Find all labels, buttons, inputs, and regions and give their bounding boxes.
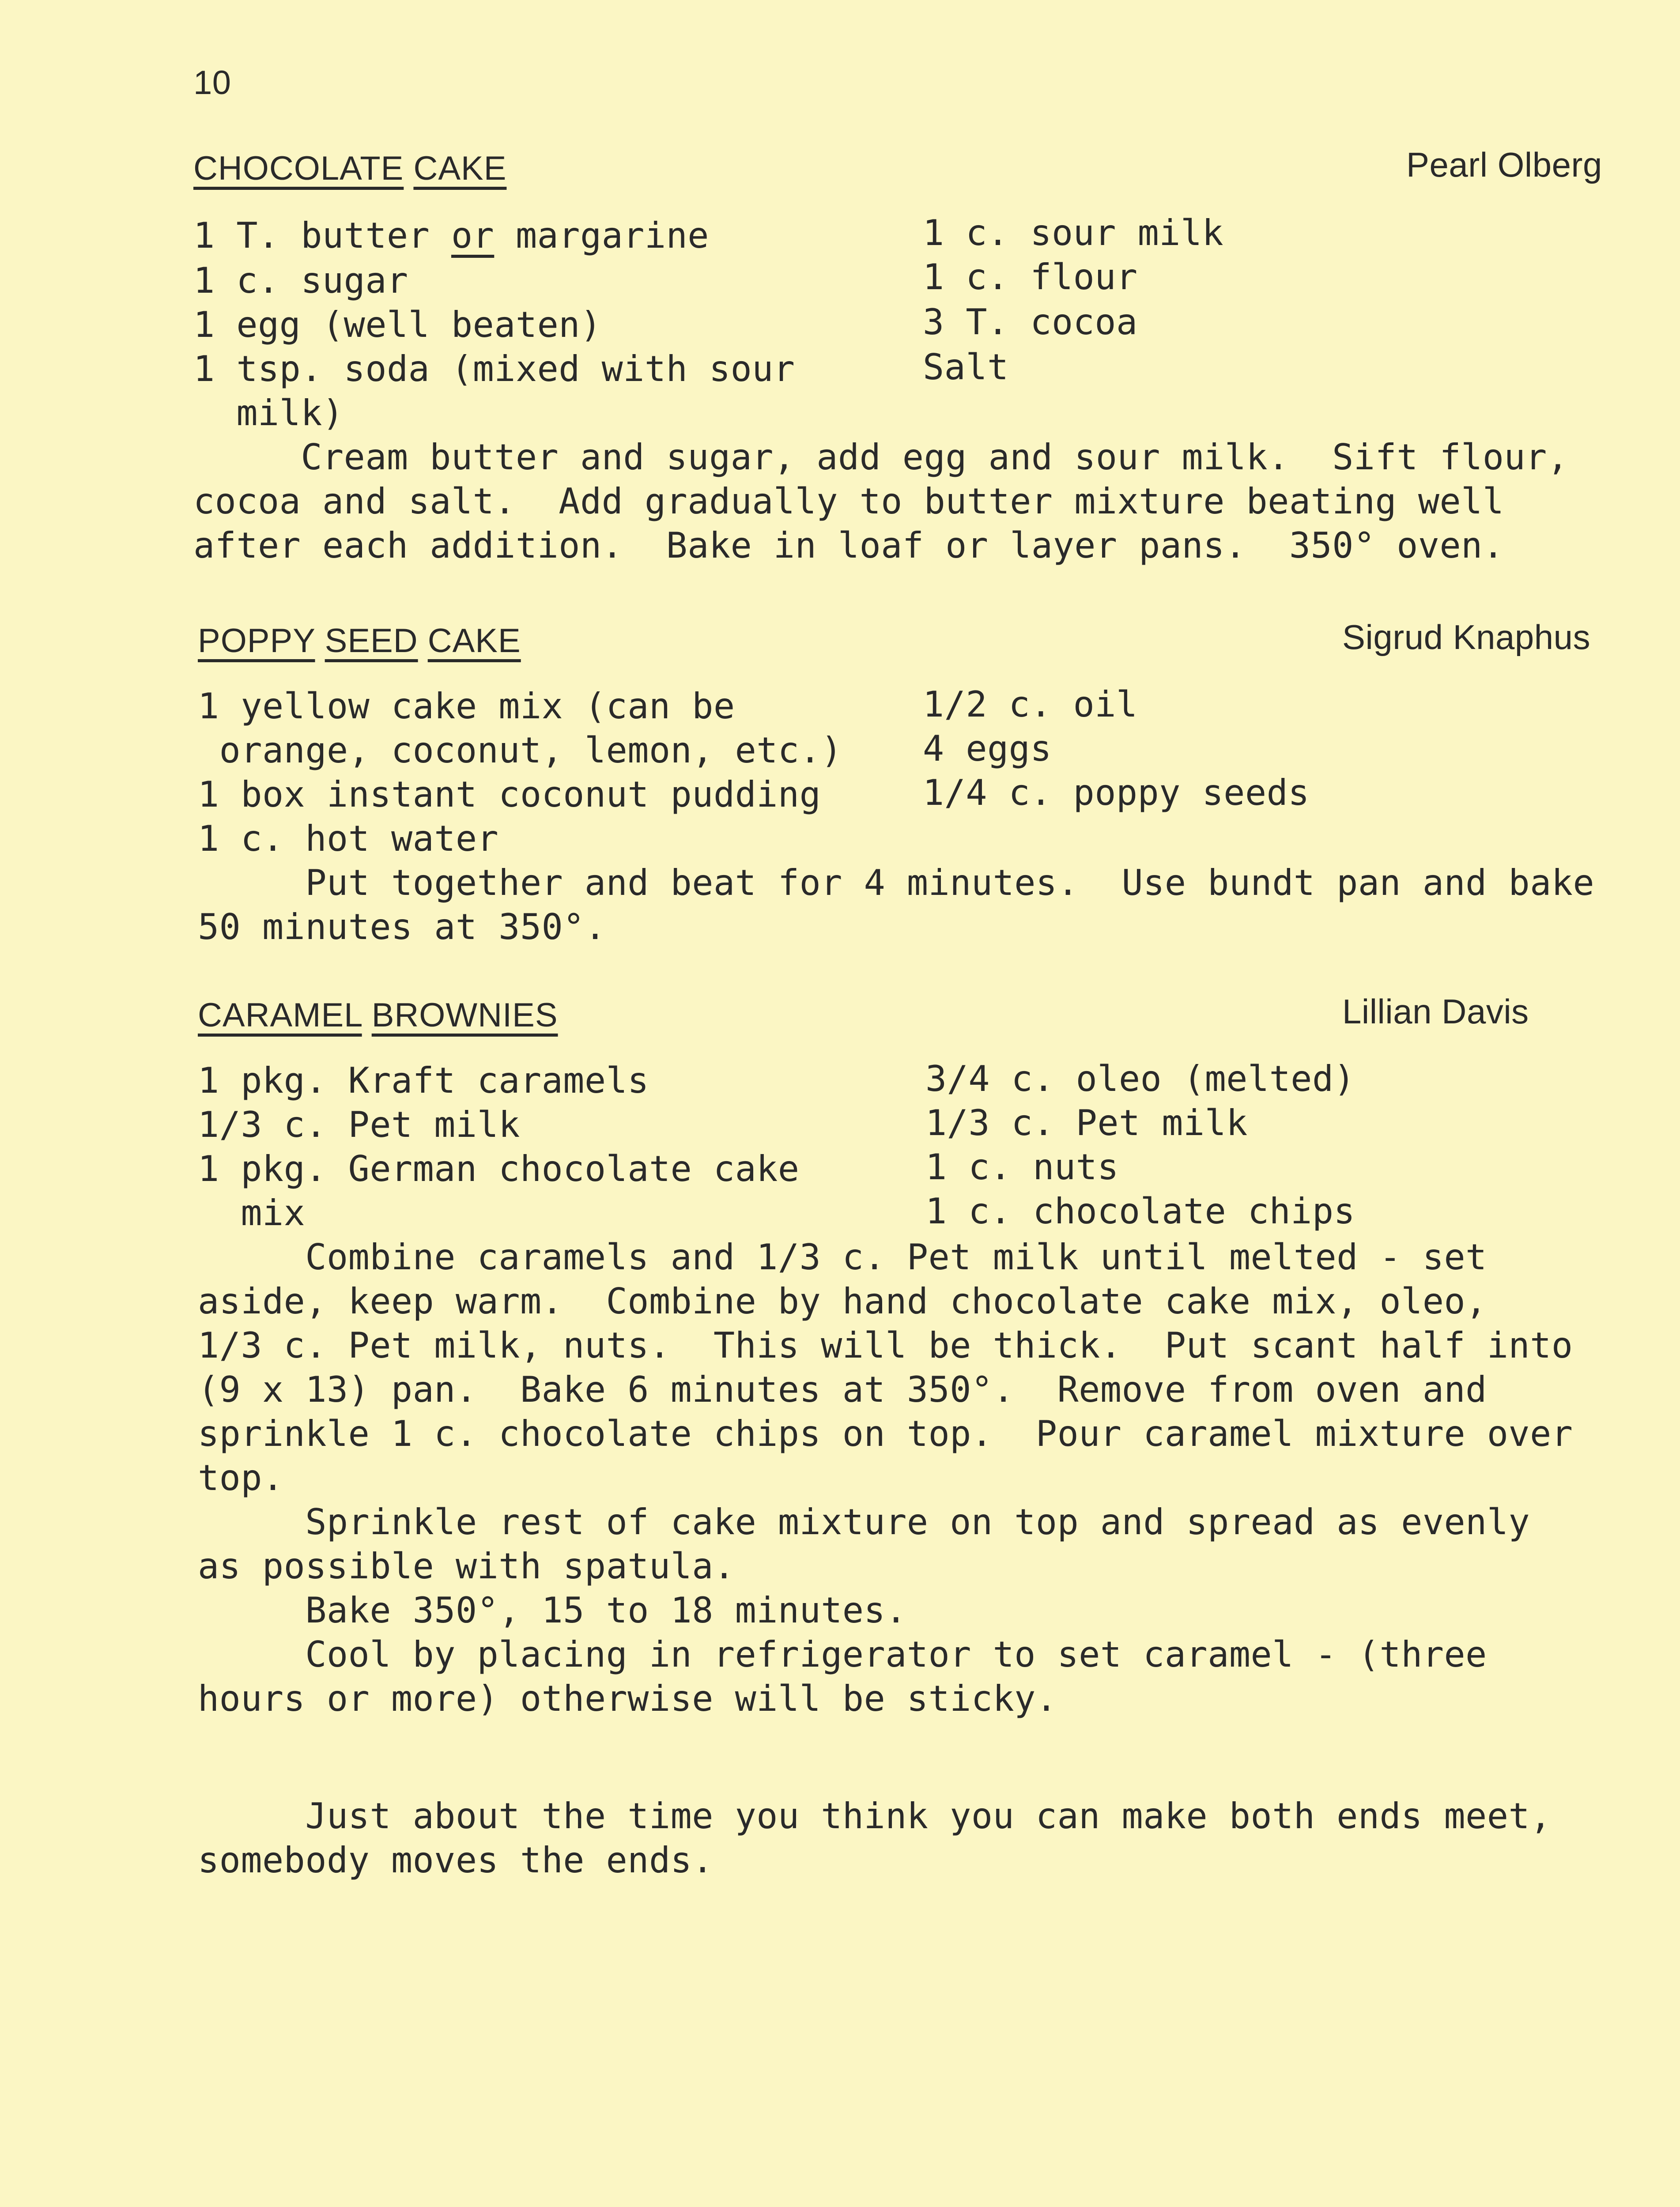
ingredient-line: 3/4 c. oleo (melted) bbox=[925, 1058, 1355, 1099]
ingredient-line: 1 pkg. Kraft caramels bbox=[198, 1060, 649, 1101]
direction-line: 50 minutes at 350°. bbox=[198, 906, 606, 947]
ingredient-line: 1 tsp. soda (mixed with sour bbox=[193, 348, 795, 389]
ingredient-line: 1 c. chocolate chips bbox=[925, 1191, 1355, 1232]
ingredient-line: 1 c. nuts bbox=[925, 1147, 1119, 1188]
ingredient-line: milk) bbox=[193, 392, 344, 434]
title-word: CAKE bbox=[427, 622, 521, 660]
title-word: POPPY bbox=[198, 622, 315, 660]
recipe-author: Pearl Olberg bbox=[1406, 145, 1602, 184]
quote-line: somebody moves the ends. bbox=[198, 1840, 714, 1881]
ingredient-line: 1/4 c. poppy seeds bbox=[923, 772, 1310, 813]
direction-line: Put together and beat for 4 minutes. Use bundt pan and bake bbox=[198, 862, 1595, 903]
ingredient-line: orange, coconut, lemon, etc.) bbox=[198, 730, 842, 771]
ingredient-line: 1/2 c. oil bbox=[923, 684, 1138, 725]
direction-line: 1/3 c. Pet milk, nuts. This will be thick. Put scant half into bbox=[198, 1325, 1573, 1366]
title-word: SEED bbox=[325, 622, 418, 660]
direction-line: (9 x 13) pan. Bake 6 minutes at 350°. Remove from oven and bbox=[198, 1369, 1487, 1410]
direction-line: Bake 350°, 15 to 18 minutes. bbox=[198, 1590, 907, 1631]
ingredient-text: margarine bbox=[494, 215, 709, 256]
direction-line: hours or more) otherwise will be sticky. bbox=[198, 1678, 1057, 1719]
direction-line: as possible with spatula. bbox=[198, 1546, 735, 1587]
ingredient-line: 1 egg (well beaten) bbox=[193, 304, 602, 345]
recipe-author: Lillian Davis bbox=[1342, 992, 1529, 1031]
ingredient-line: mix bbox=[198, 1192, 306, 1234]
recipe-author: Sigrud Knaphus bbox=[1342, 618, 1591, 656]
quote-line: Just about the time you think you can make both ends meet, bbox=[198, 1796, 1552, 1837]
direction-line: cocoa and salt. Add gradually to butter mixture beating well bbox=[193, 481, 1504, 522]
recipe-title-caramel-brownies bbox=[198, 996, 558, 1034]
direction-line: aside, keep warm. Combine by hand chocolate cake mix, oleo, bbox=[198, 1281, 1487, 1322]
ingredient-line: 1/3 c. Pet milk bbox=[925, 1102, 1248, 1143]
ingredient-line: 1 c. sugar bbox=[193, 260, 408, 301]
title-word: CHOCOLATE bbox=[193, 150, 404, 187]
title-word: CAKE bbox=[413, 150, 507, 187]
direction-line: sprinkle 1 c. chocolate chips on top. Pour caramel mixture over bbox=[198, 1413, 1573, 1454]
ingredient-line: 1 yellow cake mix (can be bbox=[198, 686, 735, 727]
ingredient-line: 1 pkg. German chocolate cake bbox=[198, 1148, 800, 1189]
ingredient-line: 3 T. cocoa bbox=[923, 302, 1138, 343]
ingredient-line: 4 eggs bbox=[923, 728, 1052, 769]
ingredient-line: 1 box instant coconut pudding bbox=[198, 774, 821, 815]
ingredient-line: 1 c. hot water bbox=[198, 818, 499, 859]
direction-line: Sprinkle rest of cake mixture on top and spread as evenly bbox=[198, 1502, 1530, 1543]
ingredient-line: 1 c. sour milk bbox=[923, 212, 1224, 253]
title-word: BROWNIES bbox=[371, 996, 558, 1034]
ingredient-emphasis: or bbox=[451, 215, 495, 256]
ingredient-line: 1/3 c. Pet milk bbox=[198, 1104, 520, 1145]
ingredient-line: 1 c. flour bbox=[923, 257, 1138, 298]
page-number: 10 bbox=[193, 64, 231, 102]
recipe-title-poppy-seed-cake bbox=[198, 624, 521, 658]
recipe-title-chocolate-cake bbox=[193, 152, 506, 185]
direction-line: Cream butter and sugar, add egg and sour milk. Sift flour, bbox=[193, 437, 1569, 478]
direction-line: Cool by placing in refrigerator to set caramel - (three bbox=[198, 1634, 1487, 1675]
title-word: CARAMEL bbox=[198, 996, 362, 1034]
direction-line: Combine caramels and 1/3 c. Pet milk until melted - set bbox=[198, 1237, 1487, 1278]
ingredient-line: Salt bbox=[923, 347, 1009, 388]
direction-line: top. bbox=[198, 1457, 284, 1498]
ingredient-line bbox=[193, 215, 709, 256]
direction-line: after each addition. Bake in loaf or layer pans. 350° oven. bbox=[193, 525, 1504, 566]
ingredient-text: 1 T. butter bbox=[193, 215, 451, 256]
